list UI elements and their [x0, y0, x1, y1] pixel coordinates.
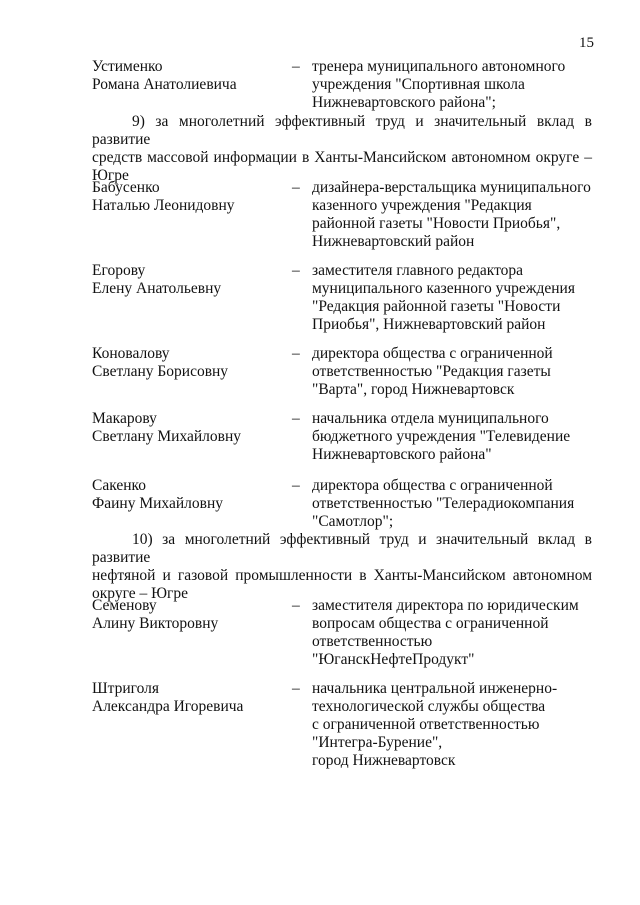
surname: Семенову — [92, 597, 157, 614]
section-heading-10 — [92, 531, 592, 603]
position-line: начальника отдела муниципального — [312, 410, 549, 427]
person-position — [312, 345, 592, 399]
position-line: дизайнера-верстальщика муниципального — [312, 179, 591, 196]
position-line: Нижневартовского района" — [312, 446, 492, 463]
person-position — [312, 410, 592, 464]
position-line: "Интегра-Бурение", — [312, 734, 443, 751]
position-line: "ЮганскНефтеПродукт" — [312, 651, 475, 668]
position-line: вопросам общества с ограниченной — [312, 615, 549, 632]
person-name — [92, 477, 282, 513]
section-line: Югре — [92, 167, 129, 184]
section-line: 10) за многолетний эффективный труд и значительный вклад в развитие — [92, 531, 592, 566]
position-line: город Нижневартовск — [312, 752, 456, 769]
section-line: 9) за многолетний эффективный труд и значительный вклад в развитие — [92, 113, 592, 148]
page-number: 15 — [579, 35, 594, 51]
section-line: нефтяной и газовой промышленности в Ханты-Мансийском автономном — [92, 567, 592, 584]
position-line: с ограниченной ответственностью — [312, 716, 540, 733]
surname: Макарову — [92, 410, 157, 427]
position-line: тренера муниципального автономного — [312, 58, 566, 75]
surname: Бабусенко — [92, 179, 160, 196]
given-names: Светлану Борисовну — [92, 363, 229, 380]
person-name — [92, 680, 282, 716]
dash-separator: – — [292, 410, 300, 427]
position-line: казенного учреждения "Редакция — [312, 197, 532, 214]
position-line: "Самотлор"; — [312, 513, 394, 530]
position-line: технологической службы общества — [312, 698, 546, 715]
person-name — [92, 597, 282, 633]
person-name — [92, 58, 282, 94]
given-names: Елену Анатольевну — [92, 280, 222, 297]
given-names: Фаину Михайловну — [92, 495, 223, 512]
position-line: директора общества с ограниченной — [312, 345, 553, 362]
dash-separator: – — [292, 597, 300, 614]
position-line: директора общества с ограниченной — [312, 477, 553, 494]
dash-separator: – — [292, 477, 300, 494]
surname: Коновалову — [92, 345, 170, 362]
given-names: Романа Анатолиевича — [92, 76, 237, 93]
section-line: средств массовой информации в Ханты-Мансийском автономном округе – — [92, 149, 592, 166]
position-line: заместителя директора по юридическим — [312, 597, 579, 614]
position-line: ответственностью "Телерадиокомпания — [312, 495, 575, 512]
person-name — [92, 262, 282, 298]
position-line: ответственностью "Редакция газеты — [312, 363, 551, 380]
dash-separator: – — [292, 345, 300, 362]
person-name — [92, 345, 282, 381]
position-line: Нижневартовского района"; — [312, 94, 496, 111]
dash-separator: – — [292, 262, 300, 279]
person-position — [312, 477, 592, 531]
given-names: Алину Викторовну — [92, 615, 219, 632]
given-names: Александра Игоревича — [92, 698, 244, 715]
person-name — [92, 179, 282, 215]
position-line: "Редакция районной газеты "Новости — [312, 298, 561, 315]
position-line: муниципального казенного учреждения — [312, 280, 575, 297]
surname: Сакенко — [92, 477, 147, 494]
dash-separator: – — [292, 680, 300, 697]
given-names: Наталью Леонидовну — [92, 197, 235, 214]
dash-separator: – — [292, 179, 300, 196]
person-position — [312, 597, 592, 669]
surname: Штриголя — [92, 680, 160, 697]
position-line: начальника центральной инженерно- — [312, 680, 558, 697]
surname: Егорову — [92, 262, 146, 279]
position-line: Нижневартовский район — [312, 233, 475, 250]
given-names: Светлану Михайловну — [92, 428, 242, 445]
position-line: "Варта", город Нижневартовск — [312, 381, 515, 398]
person-name — [92, 410, 282, 446]
position-line: бюджетного учреждения "Телевидение — [312, 428, 571, 445]
position-line: ответственностью — [312, 633, 433, 650]
person-position — [312, 262, 592, 334]
section-heading-9 — [92, 113, 592, 185]
person-position — [312, 58, 592, 112]
dash-separator: – — [292, 58, 300, 75]
position-line: учреждения "Спортивная школа — [312, 76, 525, 93]
person-position — [312, 179, 592, 251]
section-line: округе – Югре — [92, 585, 189, 602]
person-position — [312, 680, 592, 770]
surname: Устименко — [92, 58, 163, 75]
position-line: Приобья", Нижневартовский район — [312, 316, 546, 333]
position-line: заместителя главного редактора — [312, 262, 524, 279]
position-line: районной газеты "Новости Приобья", — [312, 215, 561, 232]
